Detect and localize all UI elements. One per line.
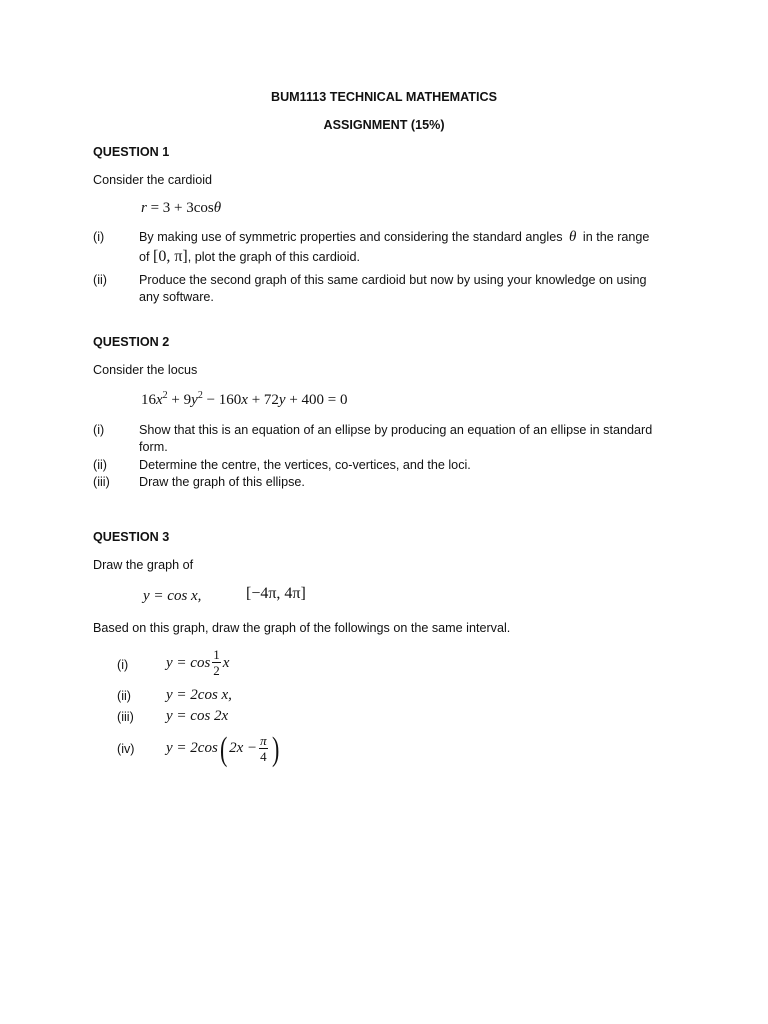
q3-item-iv-label: (iv) <box>117 742 135 756</box>
q2-item-i-line2: form. <box>139 440 168 454</box>
q1-item-ii-label: (ii) <box>93 273 107 287</box>
q1-item-i-line2: of [0, π], plot the graph of this cardioid. <box>139 248 360 265</box>
q1-item-ii-line1: Produce the second graph of this same cardioid but now by using your knowledge on using <box>139 273 647 287</box>
question-1-title: QUESTION 1 <box>93 145 170 159</box>
q3-item-iii-label: (iii) <box>117 710 134 724</box>
q1-item-i-line1: By making use of symmetric properties and considering the standard angles θ in the range <box>139 229 650 245</box>
assignment-title: ASSIGNMENT (15%) <box>323 118 445 132</box>
question-3-intro: Draw the graph of <box>93 558 194 572</box>
question-3-title: QUESTION 3 <box>93 530 170 544</box>
question-2-title: QUESTION 2 <box>93 335 170 349</box>
q2-item-iii-label: (iii) <box>93 475 110 489</box>
q3-item-iii-expr: y = cos 2x <box>166 708 229 724</box>
question-1-intro: Consider the cardioid <box>93 173 213 187</box>
q2-item-ii-label: (ii) <box>93 458 107 472</box>
q2-item-ii-line1: Determine the centre, the vertices, co-vertices, and the loci. <box>139 458 471 472</box>
q3-item-i-expr: y = cos $\frac{1}{2}$ x <box>166 647 230 678</box>
question-2-intro: Consider the locus <box>93 363 198 377</box>
q2-item-i-line1: Show that this is an equation of an ellipse by producing an equation of an ellipse in standard <box>139 423 653 437</box>
q3-item-ii-expr: y = 2cos x, <box>166 687 232 703</box>
q3-instruction: Based on this graph, draw the graph of the followings on the same interval. <box>93 621 511 635</box>
q2-item-iii-line1: Draw the graph of this ellipse. <box>139 475 305 489</box>
ellipse-equation: $16x^2 + 9y^2 - 160x + 72y + 400 = 0$ <box>141 390 348 408</box>
cosine-equation: y = cos x, <box>143 588 202 604</box>
cosine-interval: [−4π, 4π] <box>246 585 306 602</box>
q3-item-ii-label: (ii) <box>117 689 131 703</box>
cardioid-equation: r = 3 + 3cosθ <box>141 200 222 216</box>
q2-item-i-label: (i) <box>93 423 105 437</box>
q3-item-iv-expr: y = 2cos ( 2x − $\frac{\pi}{4}$ ) <box>166 731 280 768</box>
q1-item-i-label: (i) <box>93 230 105 244</box>
q1-item-ii-line2: any software. <box>139 290 214 304</box>
course-title: BUM1113 TECHNICAL MATHEMATICS <box>270 90 497 104</box>
q3-item-i-label: (i) <box>117 658 129 672</box>
